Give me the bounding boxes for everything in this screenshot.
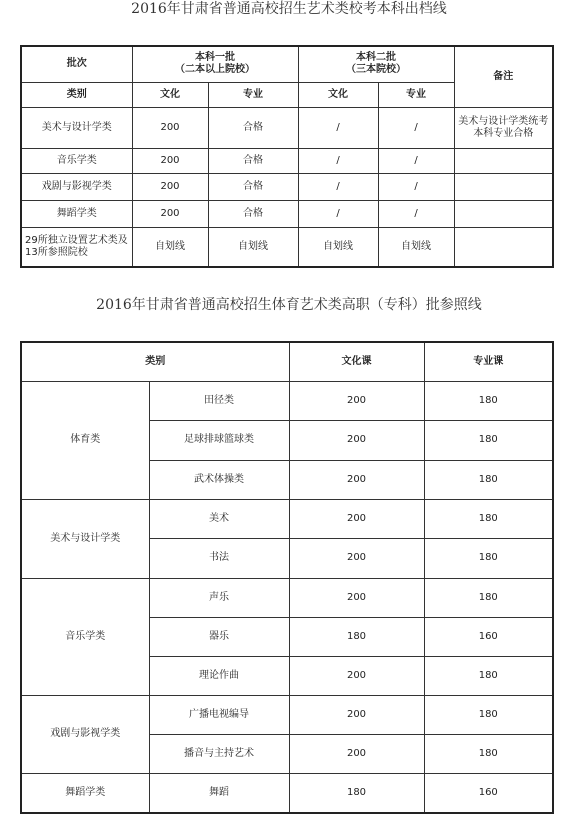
row-sub: 声乐 [149,578,289,617]
table-row [21,499,553,538]
row-culture: 200 [289,460,424,499]
row-sub: 播音与主持艺术 [149,734,289,773]
row-sub: 武术体操类 [149,460,289,499]
table-row [21,148,553,173]
row-major-2: 自划线 [378,227,454,267]
header-batch: 批次 [21,46,132,82]
group-name: 美术与设计学类 [21,499,149,578]
row-major: 180 [424,538,553,578]
table-row [21,200,553,227]
row-note [454,148,553,173]
row-culture: 200 [289,499,424,538]
row-culture-1: 自划线 [132,227,208,267]
row-major-2: / [378,200,454,227]
row-culture-1: 200 [132,200,208,227]
header-batch-2: 本科二批 （三本院校） [298,46,454,82]
row-note [454,227,553,267]
row-note [454,200,553,227]
row-culture-2: / [298,148,378,173]
row-major: 180 [424,734,553,773]
row-note: 美术与设计学类统考本科专业合格 [454,107,553,148]
row-culture-2: 自划线 [298,227,378,267]
row-culture: 200 [289,381,424,420]
row-culture: 180 [289,773,424,813]
row-culture: 200 [289,656,424,695]
row-culture: 200 [289,578,424,617]
row-culture-2: / [298,107,378,148]
header-major: 专业课 [424,342,553,381]
row-culture: 200 [289,420,424,460]
row-major: 180 [424,695,553,734]
row-major: 180 [424,381,553,420]
row-category: 音乐学类 [21,148,132,173]
header-culture-1: 文化 [132,82,208,107]
undergraduate-cutoff-table [20,45,554,268]
row-major: 160 [424,617,553,656]
page-title: 2016年甘肃省普通高校招生艺术类校考本科出档线 [131,1,447,17]
table-row [21,173,553,200]
section-title: 2016年甘肃省普通高校招生体育艺术类高职（专科）批参照线 [96,297,482,313]
row-sub: 舞蹈 [149,773,289,813]
row-major-1: 合格 [208,107,298,148]
table-row [21,695,553,734]
row-culture: 200 [289,734,424,773]
header-category: 类别 [21,342,289,381]
row-major: 180 [424,656,553,695]
row-sub: 足球排球篮球类 [149,420,289,460]
row-sub: 田径类 [149,381,289,420]
row-culture: 200 [289,695,424,734]
group-name: 体育类 [21,381,149,499]
row-major-1: 自划线 [208,227,298,267]
group-name: 戏剧与影视学类 [21,695,149,773]
table-row [21,773,553,813]
row-major: 180 [424,578,553,617]
header-culture-2: 文化 [298,82,378,107]
row-major-2: / [378,107,454,148]
header-batch-1: 本科一批 （二本以上院校） [132,46,298,82]
row-category: 戏剧与影视学类 [21,173,132,200]
row-major: 180 [424,420,553,460]
table-row [21,381,553,420]
row-culture: 180 [289,617,424,656]
row-major: 180 [424,460,553,499]
row-sub: 广播电视编导 [149,695,289,734]
row-major: 180 [424,499,553,538]
row-category: 美术与设计学类 [21,107,132,148]
row-culture-1: 200 [132,148,208,173]
row-sub: 书法 [149,538,289,578]
header-culture: 文化课 [289,342,424,381]
row-major-2: / [378,148,454,173]
header-major-1: 专业 [208,82,298,107]
row-culture-1: 200 [132,107,208,148]
row-culture: 200 [289,538,424,578]
row-sub: 理论作曲 [149,656,289,695]
table-row [21,578,553,617]
table1-header-row-1 [21,46,553,82]
row-major-1: 合格 [208,173,298,200]
table2-header-row [21,342,553,381]
row-sub: 器乐 [149,617,289,656]
row-category: 舞蹈学类 [21,200,132,227]
row-major-2: / [378,173,454,200]
row-culture-1: 200 [132,173,208,200]
header-category: 类别 [21,82,132,107]
table-row [21,107,553,148]
row-major-1: 合格 [208,148,298,173]
table-row [21,227,553,267]
row-note [454,173,553,200]
row-sub: 美术 [149,499,289,538]
row-major: 160 [424,773,553,813]
group-name: 舞蹈学类 [21,773,149,813]
row-culture-2: / [298,200,378,227]
group-name: 音乐学类 [21,578,149,695]
vocational-cutoff-table [20,341,554,814]
row-culture-2: / [298,173,378,200]
header-major-2: 专业 [378,82,454,107]
header-note: 备注 [454,46,553,107]
row-category: 29所独立设置艺术类及13所参照院校 [21,227,132,267]
row-major-1: 合格 [208,200,298,227]
